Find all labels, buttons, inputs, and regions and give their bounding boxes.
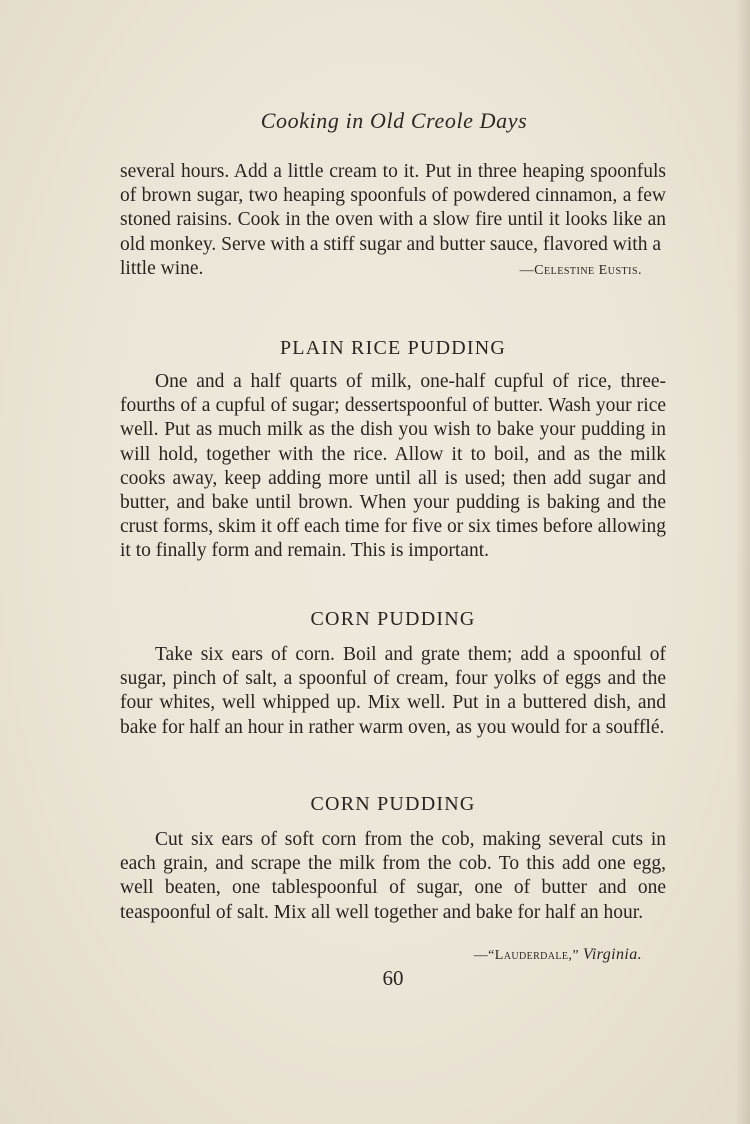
- recipe-continued-last-line: [120, 257, 666, 283]
- recipe-corn-1-text: Take six ears of corn. Boil and grate them; add a spoonful of sugar, pinch of salt, a spoonful of cream, four yolks of eggs and the four whites, well whipped up. Mix well. Put in a buttered dish, and bake for half an hour in rather warm oven, as you would for a soufflé.: [120, 644, 666, 738]
- recipe-corn-2: [120, 828, 666, 925]
- attribution-lauderdale-place: Virginia.: [582, 946, 642, 963]
- attribution-dash: —: [519, 262, 535, 278]
- heading-corn-pudding-1: CORN PUDDING: [310, 608, 476, 630]
- page-edge-shadow: [736, 0, 750, 1124]
- recipe-continued-text: several hours. Add a little cream to it. Put in three heaping spoonfuls of brown sugar, two heaping spoonfuls of powdered cinnamon, a few stoned raisins. Cook in the oven with a slow fire until it looks like an old monkey. Serve with a stiff sugar and butter sauce, flavored with a: [120, 161, 666, 255]
- recipe-plain-rice-text: One and a half quarts of milk, one-half cupful of rice, three-fourths of a cupful of sugar; dessertspoonful of butter. Wash your rice well. Put as much milk as the dish you wish to bake your pudding in will hold, together with the rice. Allow it to boil, and as the milk cooks away, keep adding more until all is used; then add sugar and butter, and bake until brown. When your pudding is baking and the crust forms, skim it off each time for five or six times before allowing it to finally form and remain. This is important.: [120, 371, 666, 562]
- recipe-continued-last-text: little wine.: [120, 257, 204, 279]
- attribution-eustis: [520, 259, 642, 283]
- attribution-lauderdale-name: —“Lauderdale,”: [473, 948, 579, 963]
- attribution-lauderdale: [120, 946, 666, 964]
- running-head: Cooking in Old Creole Days: [260, 108, 528, 133]
- recipe-corn-2-text: Cut six ears of soft corn from the cob, making several cuts in each grain, and scrape the milk from the cob. To this add one egg, well beaten, one tablespoonful of sugar, one of butter and one teaspoonful of salt. Mix all well together and bake for half an hour.: [120, 829, 666, 923]
- heading-plain-rice-pudding: PLAIN RICE PUDDING: [279, 337, 507, 359]
- attribution-name: Celestine Eustis.: [534, 262, 642, 278]
- heading-corn-pudding-2: CORN PUDDING: [310, 793, 476, 815]
- recipe-corn-1: [120, 643, 666, 740]
- recipe-plain-rice: [120, 370, 666, 564]
- recipe-continued: [120, 160, 666, 283]
- page-number: 60: [382, 966, 404, 990]
